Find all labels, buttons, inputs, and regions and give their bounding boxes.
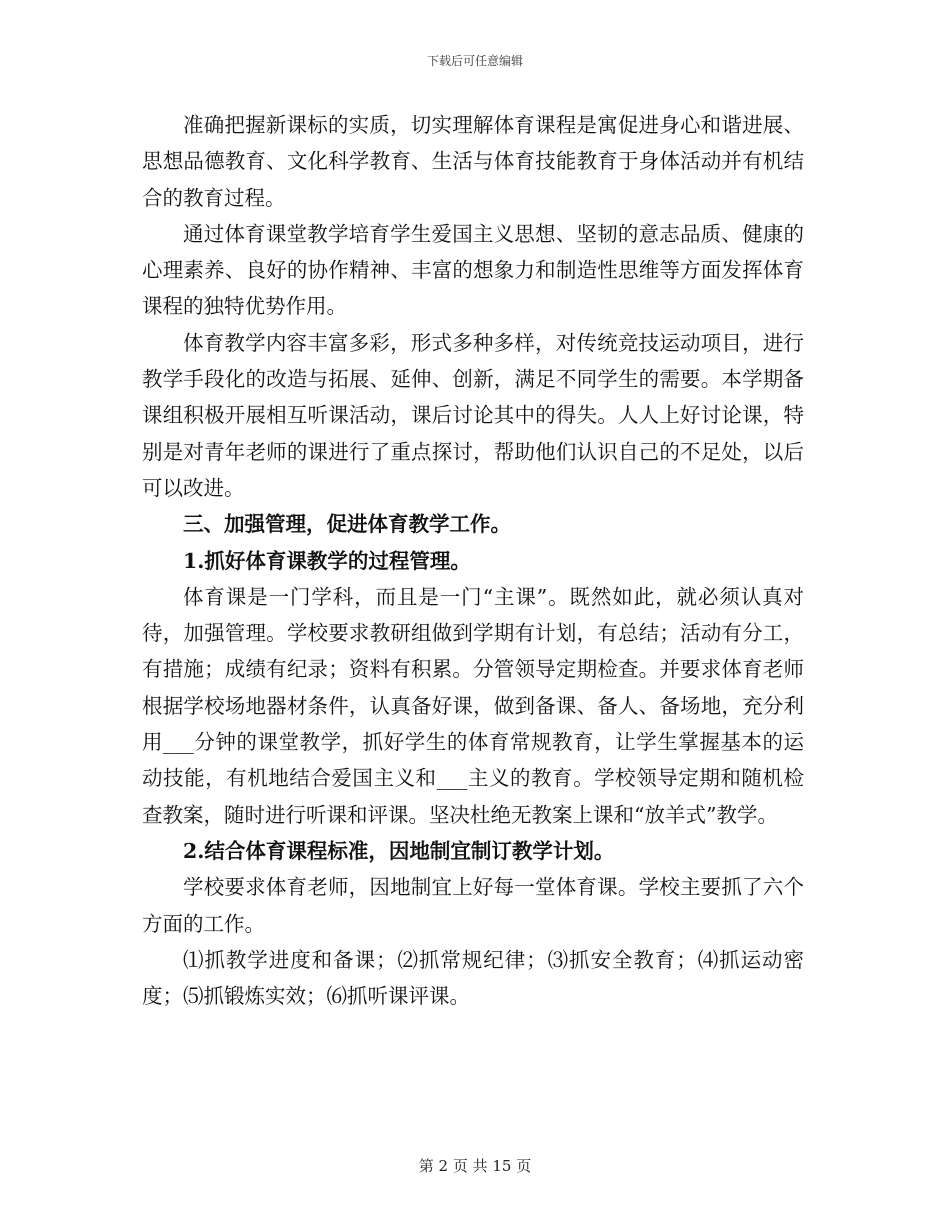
page-number-footer: 第 2 页 共 15 页	[418, 1157, 532, 1175]
paragraph-6: ⑴抓教学进度和备课；⑵抓常规纪律；⑶抓安全教育；⑷抓运动密度；⑸抓锻炼实效；⑹抓听课评课。	[142, 947, 804, 1009]
subheading-1: 1.抓好体育课教学的过程管理。	[183, 548, 471, 573]
paragraph-1: 准确把握新课标的实质，切实理解体育课程是寓促进身心和谐进展、思想品德教育、文化科学教育、生活与体育技能教育于身体活动并有机结合的教育过程。	[142, 113, 804, 210]
subheading-2: 2.结合体育课程标准，因地制宜制订教学计划。	[183, 838, 615, 863]
paragraph-3: 体育教学内容丰富多彩，形式多种多样，对传统竞技运动项目，进行教学手段化的改造与拓展、延伸、创新，满足不同学生的需要。本学期备课组积极开展相互听课活动，课后讨论其中的得失。人人上好讨论课，特别是对青年老师的课进行了重点探讨，帮助他们认识自己的不足处，以后可以改进。	[142, 330, 804, 500]
paragraph-5: 学校要求体育老师，因地制宜上好每一堂体育课。学校主要抓了六个方面的工作。	[142, 875, 804, 936]
document-body	[142, 107, 804, 1014]
page-header: 下载后可任意编辑	[426, 54, 523, 68]
paragraph-4: 体育课是一门学科，而且是一门“主课”。既然如此，就必须认真对待，加强管理。学校要求教研组做到学期有计划，有总结；活动有分工，有措施；成绩有纪录；资料有积累。分管领导定期检查。并要求体育老师根据学校场地器材条件，认真备好课，做到备课、备人、备场地，充分利用___分钟的课堂教学，抓好学生的体育常规教育，让学生掌握基本的运动技能，有机地结合爱国主义和___主义的教育。学校领导定期和随机检查教案，随时进行听课和评课。坚决杜绝无教案上课和“放羊式”教学。	[142, 584, 804, 827]
paragraph-2: 通过体育课堂教学培育学生爱国主义思想、坚韧的意志品质、健康的心理素养、良好的协作精神、丰富的想象力和制造性思维等方面发挥体育课程的独特优势作用。	[142, 221, 804, 319]
section-heading-3: 三、加强管理，促进体育教学工作。	[183, 512, 511, 537]
